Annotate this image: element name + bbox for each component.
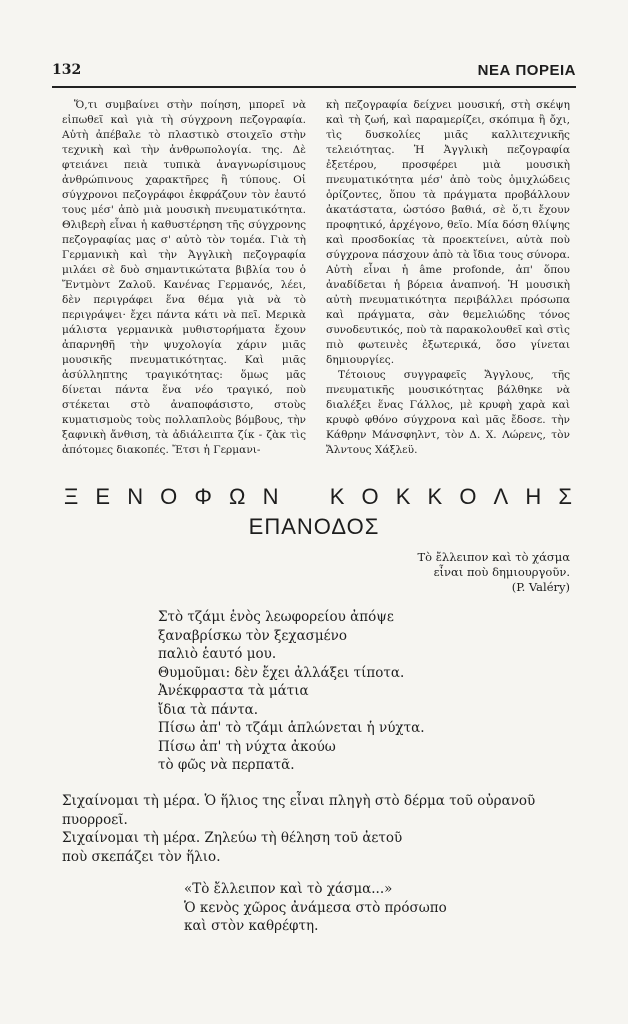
poem-line: καὶ στὸν καθρέφτη. [184, 918, 319, 934]
author-letter: Ε [95, 484, 111, 509]
poem-line: τὸ φῶς νὰ περπατᾶ. [158, 757, 295, 773]
author-letter: Ω [229, 484, 246, 509]
author-letter: Η [525, 484, 542, 509]
poem-line: παλιὸ ἑαυτό μου. [158, 646, 277, 662]
author-letter: Φ [194, 484, 212, 509]
poem-line: ἴδια τὰ πάντα. [158, 701, 259, 718]
poem-line: Ὁ κενὸς χῶρος ἀνάμεσα στὸ πρόσωπο [184, 899, 447, 916]
author-name [64, 484, 572, 510]
poem-line: Ἀνέκφραστα τὰ μάτια [158, 683, 309, 699]
author-letter: Ν [262, 484, 279, 509]
journal-title: ΝΕΑ ΠΟΡΕΙΑ [477, 62, 576, 79]
poem-line: Σιχαίνομαι τὴ μέρα. Ζηλεύω τὴ θέληση τοῦ ἀετοῦ [62, 830, 403, 846]
poem-line: Θυμοῦμαι: δὲν ἔχει ἀλλάξει τίποτα. [158, 664, 405, 681]
author-letter: Ο [459, 484, 477, 509]
author-letter: Ο [160, 484, 178, 509]
poem-line: Πίσω ἀπ' τὸ τζάμι ἁπλώνεται ἡ νύχτα. [158, 720, 425, 736]
author-letter: Ν [127, 484, 144, 509]
poem-line: Πίσω ἀπ' τὴ νύχτα ἀκούω [158, 738, 336, 755]
page-header [52, 62, 576, 84]
poem-prose-section [62, 792, 582, 866]
author-letter: Σ [558, 484, 572, 509]
poem-title: ΕΠΑΝΟΔΟΣ [248, 514, 380, 539]
poem-line: Στὸ τζάμι ἑνὸς λεωφορείου ἀπόψε [158, 609, 394, 625]
epigraph [330, 550, 570, 595]
right-column [326, 98, 570, 458]
poem-line: «Τὸ ἔλλειπον καὶ τὸ χάσμα...» [184, 881, 393, 897]
right-paragraph: κὴ πεζογραφία δείχνει μουσική, στὴ σκέψη καὶ τὴ ζωή, καὶ παραμερίζει, σκόπιμα ἢ ὄχι, τὶς δυσκολίες μιᾶς καλλιτεχνικῆς τελειότητας. Ἡ Ἀγγλικὴ πεζογραφία ἐξετέρου, προσφέρει μιὰ μουσικὴ πνευματικότητα μέσ' ἀπὸ τοὺς ὁμιχλώδεις ὁρίζοντες, ὅπου τὰ πράγματα προβάλλουν ἀκατάστατα, ὠστόσο βαθιά, σὲ ὅ,τι ἔχουν προφητικό, ἀρχέγονο, θεϊο. Μία δόση θλίψης καὶ προσδοκίας τὰ προεκτείνει, αὐτὰ ποὺ σύγχρονα πάσχουν ἀπὸ τὰ ἴδια τους σύνορα. Αὐτὴ εἶναι ἡ âme profonde, ἀπ' ὅπου ἀναδίδεται ἡ βόρεια ἀναπνοή. Ἡ μουσικὴ αὐτὴ πνευματικότητα περιβάλλει πρόσωπα καὶ πράγματα, σὰν θεμελιώδης τόνος συνοδευτικός, ποὺ τὰ παρακολουθεῖ καὶ στὶς πιὸ φωτεινὲς ἐξωτερικά, ὅσο γίνεται δημιουργίες. [326, 99, 570, 366]
author-letter: Λ [493, 484, 509, 509]
author-letter: Κ [329, 484, 345, 509]
poem-stanza-1 [158, 608, 425, 775]
page-number: 132 [52, 62, 82, 78]
header-rule [52, 86, 576, 88]
epigraph-line: Τὸ ἔλλειπον καὶ τὸ χάσμα [417, 550, 570, 564]
poem-line: πυορροεῖ. [62, 811, 128, 828]
left-column [62, 98, 306, 458]
author-letter: Ο [361, 484, 379, 509]
epigraph-line: εἶναι ποὺ δημιουργοῦν. [433, 565, 570, 579]
poem-stanza-2 [184, 880, 447, 936]
epigraph-attribution: (P. Valéry) [511, 580, 570, 594]
right-paragraph: Τέτοιους συγγραφεῖς Ἄγγλους, τῆς πνευματικῆς μουσικότητας βάλθηκε νὰ διαλέξει ἕνας Γάλλος, μὲ κρυφὴ χαρὰ καὶ κρυφὸ φθόνο σύγχρονα καὶ μᾶς ἔδοσε. τὴν Κάθρην Μάνσφηλντ, τὸν Δ. Χ. Λώρενς, τὸν Ἄλντους Χάξλεϋ. [326, 369, 570, 456]
left-paragraph: Ὅ,τι συμβαίνει στὴν ποίηση, μπορεῖ νὰ εἰπωθεῖ καὶ γιὰ τὴ σύγχρονη πεζογραφία. Αὐτὴ ἀπέβαλε τὸ πλαστικὸ στοιχεῖο στὴν τεχνικὴ καὶ τὴν ἀνθρωπολογία. της. Δὲ φτειάνει πειὰ τυπικὰ ἀναγνωρίσιμους ἀνθρώπινους χαρακτῆρες ἢ τύπους. Οἱ σύγχρονοι πεζογράφοι ἐκφράζουν τὸν ἑαυτό τους μέσ' ἀπὸ μιὰ μουσικὴ πνευματικότητα. Θλιβερὴ εἶναι ἡ καθυστέρηση τῆς σύγχρονης πεζογραφίας μας σ' αὐτὸ τὸν τομέα. Γιὰ τὴ Γερμανικὴ καὶ τὴν Ἀγγλικὴ πεζογραφία μιλάει σὲ δυὸ σημαντικώτατα βιβλία του ὁ Ἔντμὸντ Ζαλοῦ. Κανένας Γερμανός, λέει, δὲν περιγράφει ἕνα θέμα γιὰ νὰ τὸ περιγράψει· ἔχει πάντα κάτι νὰ πεῖ. Μερικὰ μάλιστα γερμανικὰ μυθιστορήματα ἔχουν ἀπαρνηθῆ τὴν ψυχολογία χάριν μιᾶς μουσικῆς πνευματικότητας. Καὶ μιᾶς ἀσύλληπτης τραγικότητας: ὅμως μᾶς δίνεται πάντα ἕνα νέο τραγικό, ποὺ στέκεται στὸ ἀναποφάσιστο, στοὺς κυματισμοὺς τοὺς πολλαπλοὺς βόμβους, τὴν ξαφνικὴ ἄνθιση, τὰ ἀδιάλειπτα ζίκ - ζὰκ τὶς ἀπότομες διακοπές. Ἔτσι ἡ Γερμανι- [62, 99, 306, 456]
author-letter: Ξ [64, 484, 79, 509]
author-letter: Κ [395, 484, 411, 509]
poem-line: ποὺ σκεπάζει τὸν ἥλιο. [62, 848, 221, 865]
poem-line: Σιχαίνομαι τὴ μέρα. Ὁ ἥλιος της εἶναι πληγὴ στὸ δέρμα τοῦ οὐρανοῦ [62, 793, 536, 809]
poem-line: ξαναβρίσκω τὸν ξεχασμένο [158, 627, 347, 644]
author-letter: Κ [427, 484, 443, 509]
